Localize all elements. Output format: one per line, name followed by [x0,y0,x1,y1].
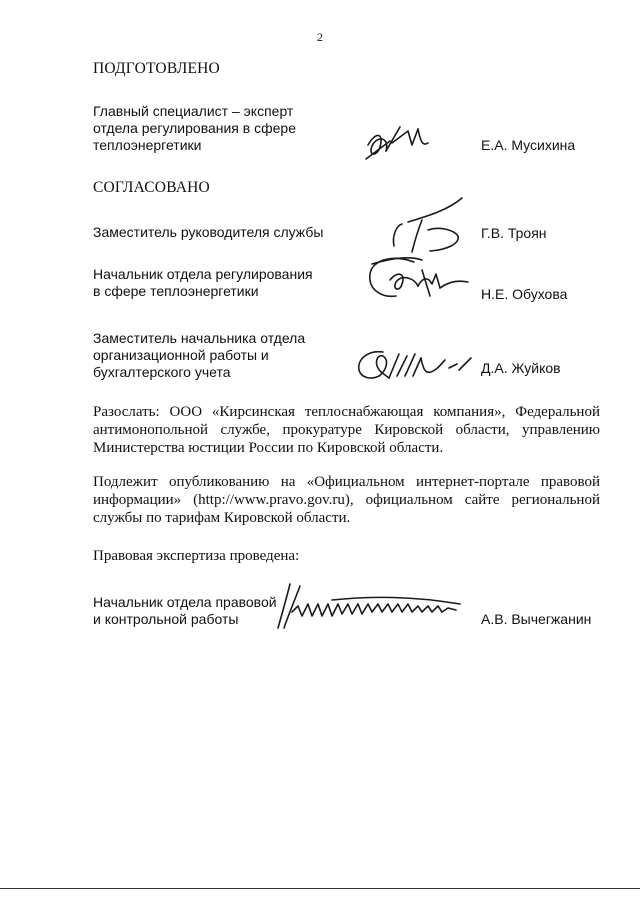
signatory-position [93,266,313,300]
signature-musikhina [362,123,442,165]
position-line: Начальник отдела правовой [93,594,277,610]
position-line: Заместитель руководителя службы [93,224,324,240]
signatory-position [93,330,305,381]
signatory-person: Г.В. Троян [481,225,547,241]
publication-text: Подлежит опубликованию на «Официальном интернет-портале правовой информации» (http://www.pravo.gov.ru), официальном сайте региональной службы по тарифам Кировской области. [93,474,600,526]
prepared-heading: ПОДГОТОВЛЕНО [93,60,220,77]
position-line: Начальник отдела регулирования [93,266,313,282]
position-line: Главный специалист – эксперт [93,103,294,119]
agreed-heading: СОГЛАСОВАНО [93,179,210,196]
signature-zhuikov [353,346,477,386]
position-line: отдела регулирования в сфере [93,120,296,136]
legal-review-position [93,594,277,628]
legal-review-heading: Правовая экспертиза проведена: [93,548,300,564]
prepared-position [93,103,296,154]
prepared-person: Е.А. Мусихина [481,137,576,153]
position-line: в сфере теплоэнергетики [93,283,259,299]
signatory-person: Д.А. Жуйков [481,360,561,376]
signatory-position [93,224,323,241]
signature-vychegzhanin [272,582,468,632]
page-number: 2 [317,30,323,44]
legal-review-person: А.В. Вычегжанин [481,611,592,627]
position-line: бухгалтерского учета [93,364,231,380]
position-line: и контрольной работы [93,611,239,627]
position-line: Заместитель начальника отдела [93,330,306,346]
signatory-person: Н.Е. Обухова [481,286,568,302]
position-line: теплоэнергетики [93,137,202,153]
bottom-divider [0,888,640,889]
distribution-text: Разослать: ООО «Кирсинская теплоснабжающая компания», Федеральной антимонопольной службе, прокуратуре Кировской области, управлению Министерства юстиции России по Кировской области. [93,404,600,456]
signature-troyan [388,196,478,254]
signature-obukhova [362,252,474,304]
position-line: организационной работы и [93,347,269,363]
